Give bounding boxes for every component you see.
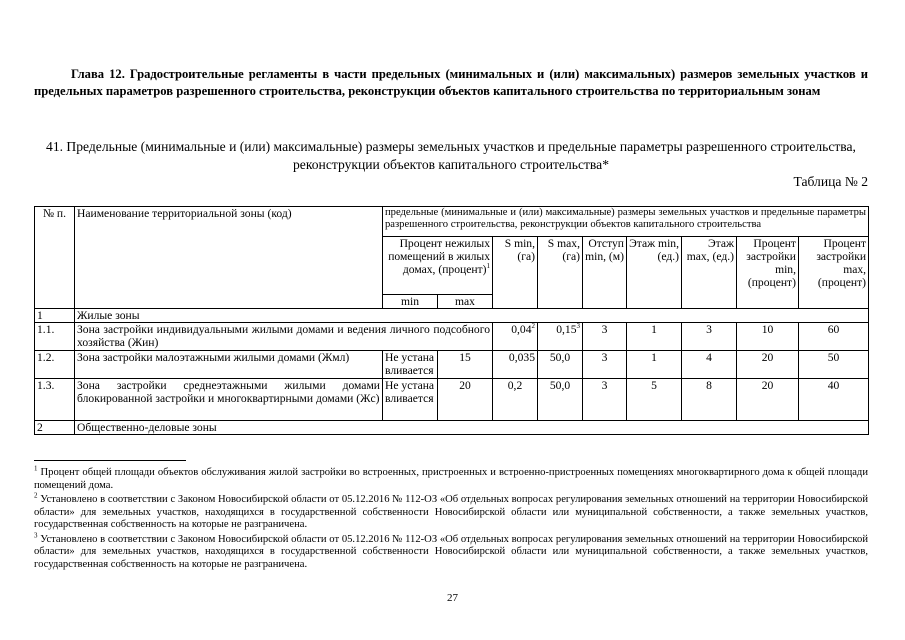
cell-nonres-max: 20 <box>438 379 493 421</box>
footnote: $^2$ Установлено в соответствии с Законом Новосибирской области от 05.12.2016 № 112-ОЗ «Об отдельных вопросах регулирования земельных отношений на территории Новосибирской области» для земельных участков, находящихся в государственной собственности Новосибирской области или муниципальной собственности, а также земельных участков, государственная собственность на которые не разграничена. <box>34 491 868 530</box>
row-num: 1.1. <box>35 323 75 351</box>
row-group-name: Жилые зоны <box>75 309 869 323</box>
footnote-mark: 1 <box>34 464 38 473</box>
cell-coverage-max: 40 <box>799 379 869 421</box>
header-floors-min: Этаж min, (ед.) <box>627 237 682 309</box>
header-coverage-max: Процент застройки max, (процент) <box>799 237 869 309</box>
footnote: $^3$ Установлено в соответствии с Законом Новосибирской области от 05.12.2016 № 112-ОЗ «Об отдельных вопросах регулирования земельных отношений на территории Новосибирской области» для земельных участков, находящихся в государственной собственности Новосибирской области или муниципальной собственности, а также земельных участков, государственная собственность на которые не разграничена. <box>34 530 868 570</box>
row-zone-name: Зона застройки малоэтажными жилыми домами (Жмл) <box>75 351 383 379</box>
row-num: 1.3. <box>35 379 75 421</box>
cell-floors-max: 4 <box>682 351 737 379</box>
footnote-ref: 3 <box>576 322 580 331</box>
header-params-group: предельные (минимальные и (или) максимальные) размеры земельных участков и предельные параметры разрешенного строительства, реконструкции объектов капитального строительства <box>383 207 869 237</box>
row-num: 1 <box>35 309 75 323</box>
cell-setback: 3 <box>583 323 627 351</box>
header-coverage-min: Процент застройки min, (процент) <box>737 237 799 309</box>
table-row <box>35 309 869 323</box>
cell-floors-min: 1 <box>627 323 682 351</box>
footnote-separator <box>34 460 186 461</box>
row-num: 1.2. <box>35 351 75 379</box>
header-zone-name: Наименование территориальной зоны (код) <box>75 207 383 309</box>
header-s-min: S min, (га) <box>493 237 538 309</box>
header-nonres-percent: Процент нежилых помещений в жилых домах, (процент)$^1$ <box>383 237 493 295</box>
cell-s-max: 0,15$^3$ <box>538 323 583 351</box>
row-num: 2 <box>35 421 75 435</box>
table-row <box>35 323 869 351</box>
footnotes <box>34 464 868 573</box>
table-row <box>35 421 869 435</box>
footnote-mark: 3 <box>34 530 38 539</box>
cell-coverage-min: 20 <box>737 379 799 421</box>
cell-nonres-min: Не устана вливается <box>383 379 438 421</box>
row-zone-name: Зона застройки среднеэтажными жилыми домами блокированной застройки и многоквартирными домами (Жс) <box>75 379 383 421</box>
cell-floors-min: 5 <box>627 379 682 421</box>
cell-coverage-min: 10 <box>737 323 799 351</box>
footnote-ref: 1 <box>486 262 490 271</box>
footnote-mark: 2 <box>34 491 38 500</box>
chapter-title: Глава 12. Градостроительные регламенты в части предельных (минимальных и (или) максимальных) размеров земельных участков и предельных параметров разрешенного строительства, реконструкции объектов капитального строительства по территориальным зонам <box>34 67 868 98</box>
section-title: 41. Предельные (минимальные и (или) максимальные) размеры земельных участков и предельные параметры разрешенного строительства, реконструкции объектов капитального строительства* <box>46 139 856 172</box>
table-number: Таблица № 2 <box>793 174 868 189</box>
cell-s-min: 0,2 <box>493 379 538 421</box>
cell-s-min: 0,04$^2$ <box>493 323 538 351</box>
cell-s-min: 0,035 <box>493 351 538 379</box>
row-group-name: Общественно-деловые зоны <box>75 421 869 435</box>
cell-nonres-min: Не устана вливается <box>383 351 438 379</box>
cell-s-max: 50,0 <box>538 379 583 421</box>
header-floors-max: Этаж max, (ед.) <box>682 237 737 309</box>
footnote-ref: 2 <box>531 322 535 331</box>
cell-floors-max: 3 <box>682 323 737 351</box>
cell-floors-min: 1 <box>627 351 682 379</box>
cell-nonres-max: 15 <box>438 351 493 379</box>
row-zone-name: Зона застройки индивидуальными жилыми домами и ведения личного подсобного хозяйства (Жин) <box>75 323 493 351</box>
header-min: min <box>383 295 438 309</box>
table-row <box>35 351 869 379</box>
cell-coverage-min: 20 <box>737 351 799 379</box>
header-s-max: S max, (га) <box>538 237 583 309</box>
footnote: $^1$ Процент общей площади объектов обслуживания жилой застройки во встроенных, пристроенных и встроенно-пристроенных помещениях многоквартирного дома к общей площади помещений дома. <box>34 464 868 491</box>
cell-s-max: 50,0 <box>538 351 583 379</box>
table-row <box>35 379 869 421</box>
cell-coverage-max: 50 <box>799 351 869 379</box>
cell-floors-max: 8 <box>682 379 737 421</box>
header-max: max <box>438 295 493 309</box>
regulations-table <box>34 206 869 435</box>
page-number: 27 <box>447 592 458 604</box>
cell-setback: 3 <box>583 351 627 379</box>
header-num: № п. <box>35 207 75 309</box>
cell-coverage-max: 60 <box>799 323 869 351</box>
cell-setback: 3 <box>583 379 627 421</box>
header-setback: Отступ min, (м) <box>583 237 627 309</box>
